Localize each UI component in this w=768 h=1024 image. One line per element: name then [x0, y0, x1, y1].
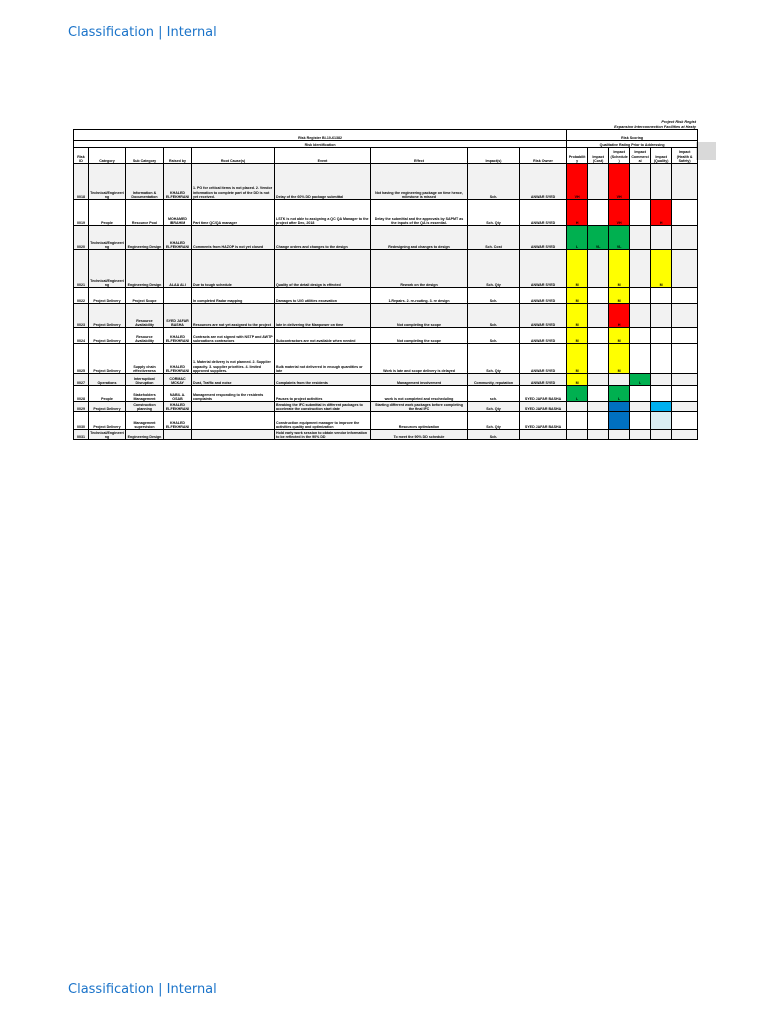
- identification-header: Risk Identification: [74, 141, 567, 148]
- cell-impact-quality: [651, 402, 672, 412]
- col-impact-hse: Impact (Health & Safety): [672, 148, 698, 164]
- cell-root-cause: Due to tough schedule: [192, 250, 275, 288]
- cell-category: Project Delivery: [89, 412, 126, 430]
- cell-effect: Not having the engineering package on time hence, milestone is missed: [371, 164, 468, 200]
- cell-impact-cost: [588, 200, 609, 226]
- cell-impacts: Sch.: [468, 288, 520, 304]
- cell-root-cause: Contracts are not signed with NSTP and AWTP subroations contractors: [192, 328, 275, 344]
- cell-root-cause: Management responding to the residents complaints: [192, 386, 275, 402]
- cell-impact-commercial: [630, 386, 651, 402]
- col-risk-owner: Risk Owner: [520, 148, 567, 164]
- cell-probability: [567, 412, 588, 430]
- cell-effect: To meet the 90% DD schedule: [371, 430, 468, 440]
- project-title-line2: Expansion Interconnection Facilities at Hasty: [614, 125, 696, 129]
- cell-impacts: Sch. Qty: [468, 344, 520, 374]
- cell-effect: Rework on the design: [371, 250, 468, 288]
- table-row: [74, 200, 698, 226]
- cell-impact-schedule: VL: [609, 226, 630, 250]
- sheet-side-tab: [696, 142, 716, 160]
- cell-impact-quality: [651, 304, 672, 328]
- cell-risk-owner: ANWAR SYED: [520, 250, 567, 288]
- cell-event: LSTK is not able to assigning a QC QA Manager to the project after Dec, 2018: [275, 200, 371, 226]
- cell-impacts: Sch. Qty: [468, 402, 520, 412]
- cell-impact-quality: [651, 430, 672, 440]
- cell-effect: Redesigning and changes to design: [371, 226, 468, 250]
- cell-category: Project Delivery: [89, 304, 126, 328]
- cell-probability: L: [567, 386, 588, 402]
- table-row: [74, 386, 698, 402]
- cell-impact-quality: [651, 374, 672, 386]
- cell-root-cause: [192, 412, 275, 430]
- cell-impacts: Sch.: [468, 164, 520, 200]
- cell-risk-id: 0027: [74, 374, 89, 386]
- cell-probability: M: [567, 374, 588, 386]
- cell-sub-category: Resource Availability: [126, 328, 164, 344]
- cell-impact-hse: [672, 344, 698, 374]
- cell-impact-cost: [588, 164, 609, 200]
- table-row: [74, 250, 698, 288]
- cell-impact-cost: [588, 374, 609, 386]
- cell-impact-cost: [588, 412, 609, 430]
- table-row: [74, 374, 698, 386]
- cell-impacts: Sch.: [468, 430, 520, 440]
- cell-risk-owner: SYED JAFAR BASHA: [520, 412, 567, 430]
- cell-event: Subcontractors are not available when needed: [275, 328, 371, 344]
- cell-impact-schedule: VH: [609, 164, 630, 200]
- cell-impacts: Sch.: [468, 304, 520, 328]
- cell-impacts: Sch. Qty: [468, 200, 520, 226]
- column-header-row: [74, 148, 698, 164]
- cell-impact-cost: [588, 402, 609, 412]
- cell-raised-by: KHALED ELFEKHRANI: [164, 344, 192, 374]
- cell-impact-hse: [672, 304, 698, 328]
- col-impact-quality: Impact (Quality): [651, 148, 672, 164]
- cell-sub-category: Project Scope: [126, 288, 164, 304]
- cell-impacts: Sch. Qty: [468, 250, 520, 288]
- cell-category: People: [89, 200, 126, 226]
- cell-impact-cost: [588, 328, 609, 344]
- cell-root-cause: In completed Radar mapping: [192, 288, 275, 304]
- cell-category: Project Delivery: [89, 402, 126, 412]
- cell-raised-by: ALAA ALI: [164, 250, 192, 288]
- cell-category: Operations: [89, 374, 126, 386]
- cell-impact-commercial: [630, 288, 651, 304]
- cell-probability: M: [567, 304, 588, 328]
- cell-raised-by: KHALED ELFEKHRANI: [164, 164, 192, 200]
- cell-probability: M: [567, 288, 588, 304]
- cell-impact-schedule: [609, 412, 630, 430]
- col-category: Category: [89, 148, 126, 164]
- cell-risk-id: 0019: [74, 200, 89, 226]
- cell-impact-commercial: [630, 164, 651, 200]
- cell-impact-hse: [672, 412, 698, 430]
- col-impact-cost: Impact (Cost): [588, 148, 609, 164]
- cell-category: Technical/Engineering: [89, 226, 126, 250]
- classification-label-bottom: Classification | Internal: [68, 982, 217, 997]
- cell-probability: [567, 402, 588, 412]
- cell-impact-cost: VL: [588, 226, 609, 250]
- register-title: Risk Register BI-10-61382: [74, 130, 567, 141]
- table-row: [74, 344, 698, 374]
- col-effect: Effect: [371, 148, 468, 164]
- cell-event: Hold early work session to obtain vendor information to be reflected in the 90% DD: [275, 430, 371, 440]
- table-row: [74, 412, 698, 430]
- col-raised-by: Raised by: [164, 148, 192, 164]
- cell-probability: M: [567, 328, 588, 344]
- cell-risk-id: 0024: [74, 328, 89, 344]
- cell-raised-by: MOHAMED IBRAHIM: [164, 200, 192, 226]
- table-row: [74, 288, 698, 304]
- cell-impacts: Sch. Cost: [468, 226, 520, 250]
- cell-sub-category: Stakeholders Management: [126, 386, 164, 402]
- cell-impact-cost: [588, 250, 609, 288]
- col-root-cause: Root Cause(s): [192, 148, 275, 164]
- cell-impact-schedule: M: [609, 328, 630, 344]
- cell-sub-category: Construction planning: [126, 402, 164, 412]
- cell-risk-id: 0025: [74, 344, 89, 374]
- cell-risk-id: 0030: [74, 412, 89, 430]
- cell-impact-quality: [651, 344, 672, 374]
- cell-impact-quality: M: [651, 250, 672, 288]
- cell-effect: Starting different work packages before completing the final IFC: [371, 402, 468, 412]
- cell-root-cause: Dust, Traffic and noise: [192, 374, 275, 386]
- table-row: [74, 402, 698, 412]
- cell-impact-commercial: [630, 402, 651, 412]
- cell-event: Damages to U/G utilities excavation: [275, 288, 371, 304]
- qualitative-header: Qualitative Rating Prior to Addressing: [567, 141, 698, 148]
- cell-effect: Work is late and scope delivery is delayed: [371, 344, 468, 374]
- classification-label-top: Classification | Internal: [68, 25, 217, 40]
- cell-root-cause: Part time QC/QA manager: [192, 200, 275, 226]
- cell-risk-owner: ANWAR SYED: [520, 288, 567, 304]
- cell-impact-schedule: M: [609, 344, 630, 374]
- risk-register-table: [73, 129, 698, 440]
- cell-category: Project Delivery: [89, 328, 126, 344]
- cell-risk-owner: ANWAR SYED: [520, 226, 567, 250]
- cell-impact-schedule: [609, 430, 630, 440]
- cell-impact-cost: [588, 304, 609, 328]
- cell-impact-cost: [588, 288, 609, 304]
- cell-impact-commercial: L: [630, 374, 651, 386]
- cell-impact-quality: [651, 328, 672, 344]
- table-row: [74, 226, 698, 250]
- cell-sub-category: Resource Availability: [126, 304, 164, 328]
- cell-raised-by: CORMAC MCKAY: [164, 374, 192, 386]
- cell-sub-category: Engineering Design: [126, 226, 164, 250]
- cell-impact-commercial: [630, 412, 651, 430]
- col-event: Event: [275, 148, 371, 164]
- cell-sub-category: Management supervision: [126, 412, 164, 430]
- cell-impact-hse: [672, 430, 698, 440]
- cell-probability: H: [567, 200, 588, 226]
- cell-impact-quality: [651, 386, 672, 402]
- cell-category: Technical/Engineering: [90, 430, 124, 439]
- cell-sub-category: Resource Pool: [126, 200, 164, 226]
- table-row: [74, 328, 698, 344]
- cell-root-cause: Comments from HAZOP is not yet closed: [192, 226, 275, 250]
- cell-impact-schedule: L: [609, 386, 630, 402]
- cell-impacts: Community, reputation: [468, 374, 520, 386]
- table-row: [74, 304, 698, 328]
- cell-impact-schedule: M: [609, 250, 630, 288]
- cell-impact-schedule: VH: [609, 200, 630, 226]
- cell-risk-owner: ANWAR SYED: [520, 344, 567, 374]
- cell-raised-by: NABIL A. OSAB: [164, 386, 192, 402]
- cell-impacts: Sch. Qty: [468, 412, 520, 430]
- cell-sub-category: Supply chain effectiveness: [126, 344, 164, 374]
- cell-impact-schedule: [609, 402, 630, 412]
- cell-probability: [567, 430, 588, 440]
- cell-impact-hse: [672, 288, 698, 304]
- cell-impact-quality: [651, 288, 672, 304]
- cell-event: Bulk material not delivered in enough quantities or late: [275, 344, 371, 374]
- cell-event: Quality of the detail design is effected: [275, 250, 371, 288]
- cell-impact-commercial: [630, 430, 651, 440]
- cell-raised-by: KHALED ELFEKHRANI: [164, 328, 192, 344]
- cell-risk-id: 0021: [74, 250, 89, 288]
- cell-event: Change orders and changes to the design: [275, 226, 371, 250]
- cell-impact-commercial: [630, 200, 651, 226]
- cell-impact-hse: [672, 164, 698, 200]
- cell-risk-owner: ANWAR SYED: [520, 374, 567, 386]
- cell-effect: Management involvement: [371, 374, 468, 386]
- cell-raised-by: KHALED ELFEKHRANI: [164, 226, 192, 250]
- cell-impact-quality: [651, 412, 672, 430]
- cell-impacts: sch.: [468, 386, 520, 402]
- cell-root-cause: 1. Material delivery is not planned. 2. Supplier capacity. 3. supplier priorities. 4. limited approved suppliers.: [192, 344, 275, 374]
- cell-impact-commercial: [630, 328, 651, 344]
- cell-raised-by: SYED JAFAR BASHA: [164, 304, 192, 328]
- cell-effect: 1.Repairs. 2. re-routing. 3. re design: [371, 288, 468, 304]
- table-row: [74, 430, 698, 440]
- cell-impact-quality: H: [651, 200, 672, 226]
- cell-impact-cost: [588, 386, 609, 402]
- cell-impact-hse: [672, 374, 698, 386]
- cell-risk-id: 0022: [74, 288, 89, 304]
- cell-event: Delay of the 60% DD package submittal: [275, 164, 371, 200]
- scoring-title: Risk Scoring: [567, 130, 698, 141]
- cell-sub-category: Engineering Design: [126, 430, 164, 440]
- cell-effect: Not completing the scope: [371, 304, 468, 328]
- cell-risk-owner: SYED JAFAR BASHA: [520, 402, 567, 412]
- cell-root-cause: Resources are not yet assigned to the project: [192, 304, 275, 328]
- cell-impact-hse: [672, 226, 698, 250]
- cell-impact-hse: [672, 328, 698, 344]
- cell-impacts: Sch.: [468, 328, 520, 344]
- cell-sub-category: Information & Documentation: [126, 164, 164, 200]
- cell-risk-owner: ANWAR SYED: [520, 328, 567, 344]
- cell-sub-category: Interruption/ Disruption: [126, 374, 164, 386]
- cell-impact-hse: [672, 386, 698, 402]
- cell-risk-id: 0023: [74, 304, 89, 328]
- cell-root-cause: [192, 430, 275, 440]
- cell-impact-schedule: H: [609, 304, 630, 328]
- cell-effect: Resources optimization: [371, 412, 468, 430]
- cell-probability: M: [567, 250, 588, 288]
- cell-impact-commercial: [630, 344, 651, 374]
- cell-impact-commercial: [630, 250, 651, 288]
- cell-risk-id: 0029: [74, 402, 89, 412]
- col-impact-commercial: Impact Commercial: [630, 148, 651, 164]
- cell-category: Technical/Engineering: [89, 250, 126, 288]
- cell-raised-by: [164, 430, 192, 440]
- cell-risk-owner: SYED JAFAR BASHA: [520, 386, 567, 402]
- cell-event: Complaints from the residents: [275, 374, 371, 386]
- cell-risk-id: 0020: [74, 226, 89, 250]
- cell-category: People: [89, 386, 126, 402]
- cell-event: Construction equipment manager to improve the activities quality and optimization: [275, 412, 371, 430]
- cell-impact-hse: [672, 402, 698, 412]
- cell-category: Project Delivery: [89, 344, 126, 374]
- cell-risk-owner: ANWAR SYED: [520, 304, 567, 328]
- col-probability: Probability: [567, 148, 588, 164]
- cell-effect: Not completing the scope: [371, 328, 468, 344]
- cell-raised-by: [164, 288, 192, 304]
- cell-impact-quality: [651, 164, 672, 200]
- cell-category: Project Delivery: [89, 288, 126, 304]
- cell-event: Pauses to project activities: [275, 386, 371, 402]
- cell-risk-owner: ANWAR SYED: [520, 200, 567, 226]
- cell-impact-commercial: [630, 226, 651, 250]
- cell-risk-owner: [520, 430, 567, 440]
- cell-root-cause: 1. PO for critical items is not placed. 2. Vendor information to complete part of the DD is not yet received.: [192, 164, 275, 200]
- cell-probability: VH: [567, 164, 588, 200]
- cell-impact-hse: [672, 200, 698, 226]
- cell-probability: L: [567, 226, 588, 250]
- cell-impact-cost: [588, 344, 609, 374]
- col-risk-id: Risk ID: [74, 148, 89, 164]
- cell-effect: Delay the submittal and the approvals by SAPMT as the inputs of the QA is essential.: [371, 200, 468, 226]
- cell-sub-category: Engineering Design: [126, 250, 164, 288]
- cell-event: Breaking the IFC submittal in different packages to accelerate the construction start date: [275, 402, 371, 412]
- col-impact-schedule: Impact (Schedule): [609, 148, 630, 164]
- table-row: [74, 164, 698, 200]
- cell-risk-id: 0018: [74, 164, 89, 200]
- cell-event: late in delivering the Manpower on time: [275, 304, 371, 328]
- cell-impact-cost: [588, 430, 609, 440]
- col-impacts: Impact(s): [468, 148, 520, 164]
- cell-impact-schedule: [609, 374, 630, 386]
- cell-risk-owner: ANWAR SYED: [520, 164, 567, 200]
- cell-effect: work is not completed and rescheduling: [371, 386, 468, 402]
- cell-root-cause: [192, 402, 275, 412]
- cell-risk-id: 0028: [74, 386, 89, 402]
- cell-impact-hse: [672, 250, 698, 288]
- col-sub-category: Sub Category: [126, 148, 164, 164]
- cell-raised-by: KHALED ELFEKHRANI: [164, 402, 192, 412]
- cell-impact-quality: [651, 226, 672, 250]
- project-title-line1: Project Risk Regist: [661, 120, 696, 124]
- cell-impact-schedule: M: [609, 288, 630, 304]
- cell-impact-commercial: [630, 304, 651, 328]
- cell-probability: M: [567, 344, 588, 374]
- cell-risk-id: 0031: [74, 430, 89, 440]
- cell-category: Technical/Engineering: [89, 164, 126, 200]
- cell-raised-by: KHALED ELFEKHRANI: [164, 412, 192, 430]
